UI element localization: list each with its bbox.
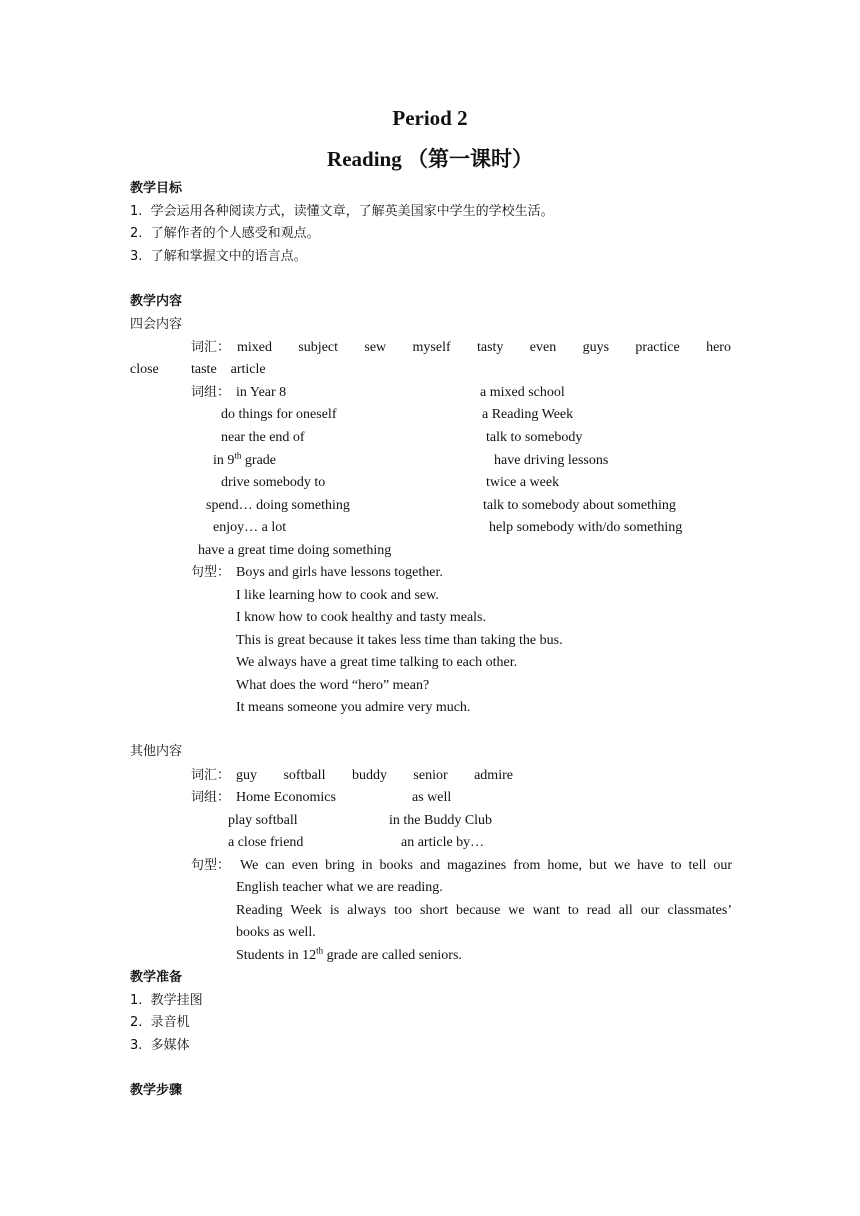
phrase: in 9th grade [213, 450, 276, 468]
four-skills-label: 四会内容 [130, 317, 183, 332]
vocab-line: taste article [191, 362, 266, 377]
sentence: It means someone you admire very much. [236, 700, 471, 715]
vocab-word: guys [582, 340, 610, 355]
vocab-word: tasty [476, 340, 504, 355]
vocab-word: buddy [351, 768, 387, 783]
phrase: in Year 8 [236, 385, 287, 400]
sentence: books as well. [236, 925, 316, 940]
sentence: Students in 12th grade are called seniors. [236, 945, 462, 963]
sentence: I know how to cook healthy and tasty meals. [236, 610, 487, 625]
phrase: a mixed school [480, 385, 565, 400]
sentence: This is great because it takes less time than taking the bus. [236, 633, 563, 648]
phrase-label: 词组： [191, 385, 231, 400]
vocab-word: hero [706, 340, 731, 355]
objective-item: 1. 学会运用各种阅读方式，读懂文章，了解英美国家中学生的学校生活。 [130, 204, 554, 219]
phrase: have driving lessons [494, 453, 609, 468]
vocab-word: close [130, 362, 159, 377]
phrase: Home Economics [236, 790, 336, 805]
sentence-label: 句型： [191, 858, 231, 873]
vocab-word: admire [474, 768, 513, 783]
phrase-label: 词组： [191, 790, 231, 805]
phrase: in the Buddy Club [389, 813, 493, 828]
sentence: We can even bring in books and magazines from home, but we have to tell our [240, 858, 732, 873]
phrase: help somebody with/do something [489, 520, 683, 535]
vocab-word: mixed [237, 340, 272, 355]
sentence-label: 句型： [191, 565, 231, 580]
phrase: an article by… [401, 835, 485, 850]
sentence: Reading Week is always too short because we want to read all our classmates’ [236, 903, 732, 918]
preparation-item: 2. 录音机 [130, 1015, 190, 1030]
sentence: Boys and girls have lessons together. [236, 565, 443, 580]
phrase: play softball [228, 813, 298, 828]
preparation-heading: 教学准备 [130, 970, 183, 985]
phrase: twice a week [486, 475, 560, 490]
vocab-line [236, 767, 513, 785]
steps-heading: 教学步骤 [130, 1083, 183, 1098]
phrase: near the end of [221, 430, 305, 445]
content-heading: 教学内容 [130, 294, 183, 309]
objective-item: 2. 了解作者的个人感受和观点。 [130, 226, 320, 241]
objectives-heading: 教学目标 [130, 181, 183, 196]
phrase: have a great time doing something [198, 543, 392, 558]
vocab-word: sew [364, 340, 387, 355]
sentence: I like learning how to cook and sew. [236, 588, 439, 603]
page-title: Period 2 [392, 106, 468, 130]
phrase: spend… doing something [206, 498, 350, 513]
vocab-word: even [529, 340, 557, 355]
phrase: talk to somebody [486, 430, 583, 445]
vocab-word: subject [298, 340, 339, 355]
vocab-line [237, 339, 731, 357]
phrase: a close friend [228, 835, 304, 850]
other-content-label: 其他内容 [130, 744, 183, 759]
phrase: drive somebody to [221, 475, 326, 490]
vocab-label: 词汇： [191, 768, 231, 783]
phrase: talk to somebody about something [483, 498, 676, 513]
objective-item: 3. 了解和掌握文中的语言点。 [130, 249, 307, 264]
preparation-item: 3. 多媒体 [130, 1038, 190, 1053]
vocab-word: softball [283, 768, 326, 783]
sentence: English teacher what we are reading. [236, 880, 443, 895]
preparation-item: 1. 教学挂图 [130, 993, 203, 1008]
page-subtitle: Reading （第一课时） [327, 147, 533, 171]
vocab-word: myself [412, 340, 451, 355]
sentence: What does the word “hero” mean? [236, 678, 430, 693]
vocab-word: senior [413, 768, 448, 783]
phrase: enjoy… a lot [213, 520, 287, 535]
vocab-label: 词汇： [191, 340, 231, 355]
vocab-word: guy [236, 768, 257, 783]
vocab-word: practice [635, 340, 680, 355]
phrase: do things for oneself [221, 407, 337, 422]
sentence: We always have a great time talking to each other. [236, 655, 518, 670]
phrase: a Reading Week [482, 407, 574, 422]
phrase: as well [412, 790, 452, 805]
